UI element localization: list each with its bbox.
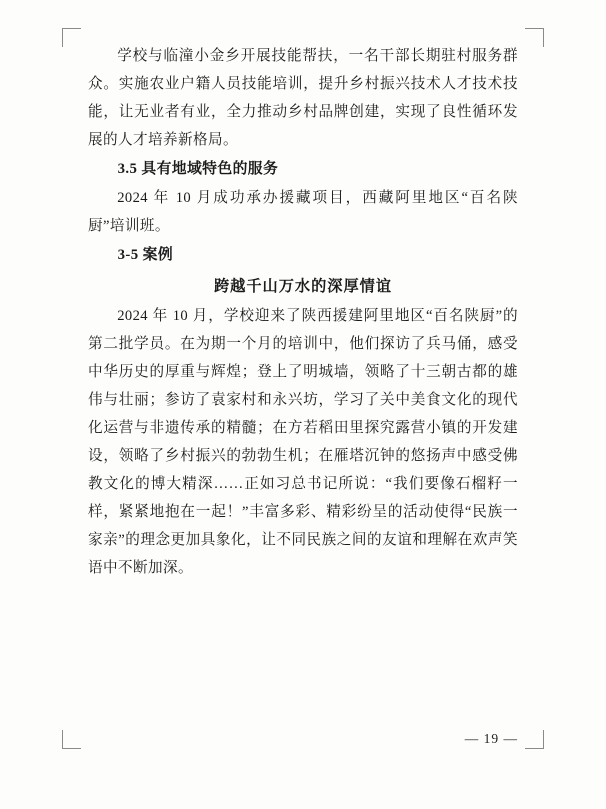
paragraph-case-body: 2024 年 10 月，学校迎来了陕西援建阿里地区“百名陕厨”的第二批学员。在为期一个月的培训中，他们探访了兵马俑，感受中华历史的厚重与辉煌；登上了明城墙，领略了十三朝古都的雄伟与壮丽；参访了袁家村和永兴坊，学习了关中美食文化的现代化运营与非遗传承的精髓；在方若稻田里探究露营小镇的开发建设，领略了乡村振兴的勃勃生机；在雁塔沉钟的悠扬声中感受佛教文化的博大精深……正如习总书记所说：“我们要像石榴籽一样，紧紧地抱在一起！”丰富多彩、精彩纷呈的活动使得“民族一家亲”的理念更加具象化，让不同民族之间的友谊和理解在欢声笑语中不断加深。: [88, 308, 518, 576]
paragraph-rural-support: 学校与临潼小金乡开展技能帮扶，一名干部长期驻村服务群众。实施农业户籍人员技能培训，提升乡村振兴技术人才技术技能，让无业者有业，全力推动乡村品牌创建，实现了良性循环发展的人才培养新格局。: [88, 48, 518, 148]
document-body: [88, 42, 518, 582]
section-heading-case: 3-5 案例: [117, 247, 174, 263]
crop-mark-top-left: [62, 28, 81, 47]
crop-mark-bottom-right: [525, 730, 544, 749]
section-heading-3-5: 3.5 具有地域特色的服务: [117, 161, 279, 177]
crop-mark-top-right: [525, 28, 544, 47]
case-title: 跨越千山万水的深厚情谊: [213, 278, 393, 295]
paragraph-tibet-project: 2024 年 10 月成功承办援藏项目，西藏阿里地区“百名陕厨”培训班。: [88, 190, 518, 234]
crop-mark-bottom-left: [62, 730, 81, 749]
page-number: — 19 —: [464, 731, 518, 746]
